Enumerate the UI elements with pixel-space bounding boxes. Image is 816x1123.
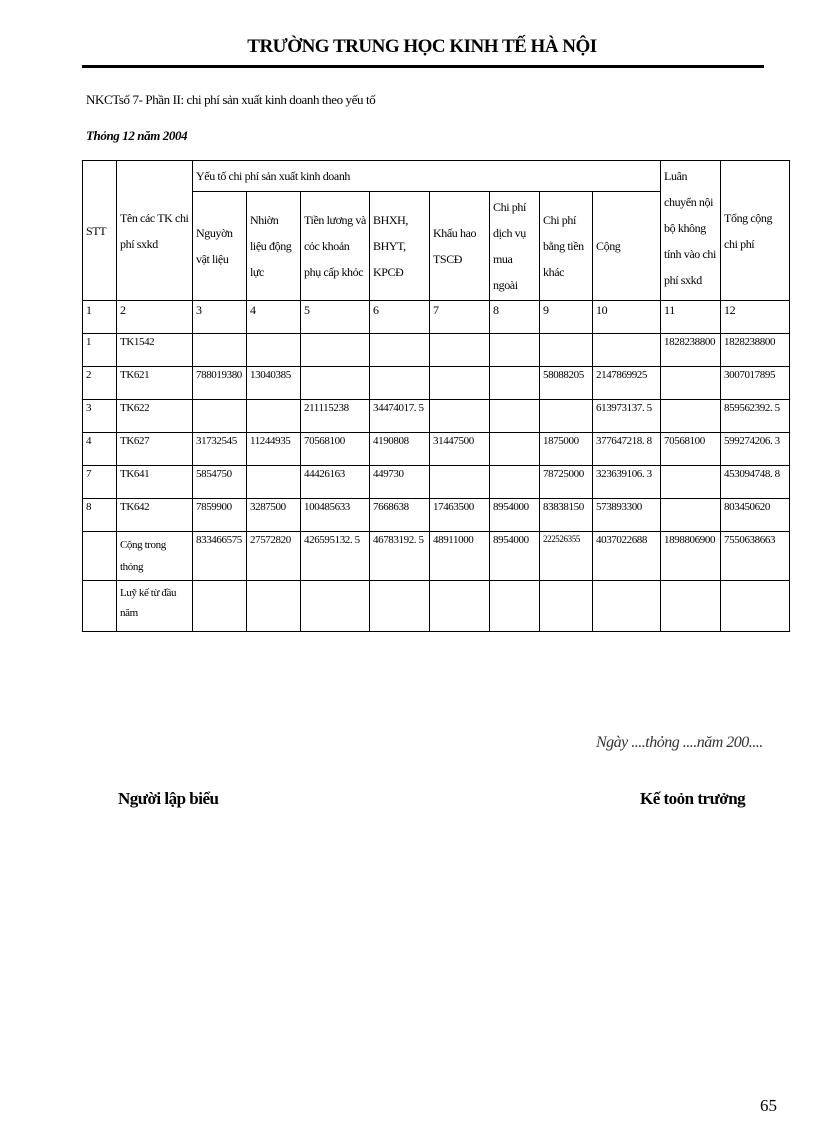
cell-internal-transfer: 1828238800 — [661, 334, 721, 367]
column-number: 11 — [661, 301, 721, 334]
total-label: Cộng trong thỏng — [117, 532, 193, 581]
column-number: 4 — [247, 301, 301, 334]
header-internal-transfer: Luân chuyển nội bộ không tính vào chi phí sxkd — [661, 161, 721, 301]
cell-grand-total: 453094748. 8 — [721, 466, 790, 499]
header-raw-materials: Nguyờn vật liệu — [193, 192, 247, 301]
cell-internal-transfer — [661, 499, 721, 532]
page-number: 65 — [760, 1096, 777, 1115]
cell-internal-transfer — [661, 466, 721, 499]
total-wages: 426595132. 5 — [301, 532, 370, 581]
cell-wages: 44426163 — [301, 466, 370, 499]
cell-fuel: 11244935 — [247, 433, 301, 466]
cumulative-cell — [370, 581, 430, 632]
cell-outsourced — [490, 400, 540, 433]
cell-raw-materials: 7859900 — [193, 499, 247, 532]
row-stt: 4 — [83, 433, 117, 466]
column-number: 9 — [540, 301, 593, 334]
column-number: 8 — [490, 301, 540, 334]
page-header: TRƯỜNG TRUNG HỌC KINH TẾ HÀ NỘI — [247, 36, 597, 57]
row-stt: 1 — [83, 334, 117, 367]
total-subtotal: 4037022688 — [593, 532, 661, 581]
cumulative-cell — [247, 581, 301, 632]
cell-fuel — [247, 400, 301, 433]
cell-other-cash — [540, 400, 593, 433]
cumulative-cell — [490, 581, 540, 632]
column-number: 5 — [301, 301, 370, 334]
column-number: 10 — [593, 301, 661, 334]
total-raw-materials: 833466575 — [193, 532, 247, 581]
cell-raw-materials: 788019380 — [193, 367, 247, 400]
chief-accountant-signature-label: Kế toỏn trưởng — [640, 789, 746, 808]
cell-depreciation — [430, 466, 490, 499]
cell-grand-total: 1828238800 — [721, 334, 790, 367]
cost-table — [82, 160, 790, 632]
header-depreciation: Khấu hao TSCĐ — [430, 192, 490, 301]
cell-outsourced — [490, 334, 540, 367]
row-stt: 2 — [83, 367, 117, 400]
cumulative-cell — [540, 581, 593, 632]
cell-fuel: 13040385 — [247, 367, 301, 400]
total-insurance: 46783192. 5 — [370, 532, 430, 581]
cell-grand-total: 803450620 — [721, 499, 790, 532]
report-period: Thỏng 12 năm 2004 — [86, 128, 188, 143]
cell-depreciation — [430, 367, 490, 400]
row-stt: 8 — [83, 499, 117, 532]
cumulative-stt — [83, 581, 117, 632]
total-row — [83, 532, 790, 581]
cell-outsourced — [490, 466, 540, 499]
header-rule — [82, 65, 764, 68]
cell-other-cash: 83838150 — [540, 499, 593, 532]
cumulative-cell — [301, 581, 370, 632]
row-account: TK621 — [117, 367, 193, 400]
header-subtotal: Cộng — [593, 192, 661, 301]
cell-fuel — [247, 466, 301, 499]
cell-raw-materials — [193, 400, 247, 433]
cell-other-cash: 58088205 — [540, 367, 593, 400]
cell-subtotal — [593, 334, 661, 367]
cell-outsourced — [490, 367, 540, 400]
table-header-row — [83, 161, 790, 192]
table-row — [83, 466, 790, 499]
row-account: TK622 — [117, 400, 193, 433]
cell-subtotal: 323639106. 3 — [593, 466, 661, 499]
cell-internal-transfer: 70568100 — [661, 433, 721, 466]
cell-raw-materials — [193, 334, 247, 367]
table-row — [83, 400, 790, 433]
cell-insurance: 34474017. 5 — [370, 400, 430, 433]
date-line: Ngày ....thỏng ....năm 200.... — [596, 734, 763, 751]
cell-outsourced — [490, 433, 540, 466]
column-number: 7 — [430, 301, 490, 334]
header-group: Yếu tố chi phí sản xuất kinh doanh — [193, 161, 661, 192]
header-account-name: Tên các TK chi phí sxkd — [117, 161, 193, 301]
row-stt: 3 — [83, 400, 117, 433]
header-stt: STT — [83, 161, 117, 301]
row-account: TK1542 — [117, 334, 193, 367]
row-account: TK627 — [117, 433, 193, 466]
cell-subtotal: 2147869925 — [593, 367, 661, 400]
preparer-signature-label: Người lập biểu — [118, 789, 219, 808]
cell-internal-transfer — [661, 400, 721, 433]
column-number: 6 — [370, 301, 430, 334]
table-row — [83, 433, 790, 466]
column-number: 2 — [117, 301, 193, 334]
cell-fuel: 3287500 — [247, 499, 301, 532]
total-other-cash: 222526355 — [540, 532, 593, 581]
cell-grand-total: 3007017895 — [721, 367, 790, 400]
cell-fuel — [247, 334, 301, 367]
cell-other-cash: 78725000 — [540, 466, 593, 499]
cell-insurance: 4190808 — [370, 433, 430, 466]
total-fuel: 27572820 — [247, 532, 301, 581]
cell-grand-total: 599274206. 3 — [721, 433, 790, 466]
cell-insurance — [370, 367, 430, 400]
cell-insurance: 449730 — [370, 466, 430, 499]
total-outsourced: 8954000 — [490, 532, 540, 581]
total-grand-total: 7550638663 — [721, 532, 790, 581]
cell-depreciation: 17463500 — [430, 499, 490, 532]
header-other-cash: Chi phí bằng tiền khác — [540, 192, 593, 301]
cell-subtotal: 377647218. 8 — [593, 433, 661, 466]
header-outsourced: Chi phí dịch vụ mua ngoài — [490, 192, 540, 301]
cell-raw-materials: 31732545 — [193, 433, 247, 466]
table-row — [83, 499, 790, 532]
cell-wages: 211115238 — [301, 400, 370, 433]
cell-internal-transfer — [661, 367, 721, 400]
cell-raw-materials: 5854750 — [193, 466, 247, 499]
total-internal-transfer: 1898806900 — [661, 532, 721, 581]
cumulative-cell — [593, 581, 661, 632]
table-row — [83, 367, 790, 400]
header-wages: Tiền lương và cỏc khoản phụ cấp khỏc — [301, 192, 370, 301]
cumulative-label: Luỹ kế từ đầu năm — [117, 581, 193, 632]
cell-wages: 70568100 — [301, 433, 370, 466]
column-number-row — [83, 301, 790, 334]
column-number: 1 — [83, 301, 117, 334]
cell-depreciation: 31447500 — [430, 433, 490, 466]
cell-subtotal: 613973137. 5 — [593, 400, 661, 433]
cumulative-row — [83, 581, 790, 632]
cell-other-cash — [540, 334, 593, 367]
row-stt: 7 — [83, 466, 117, 499]
cell-depreciation — [430, 334, 490, 367]
cumulative-cell — [193, 581, 247, 632]
cell-wages — [301, 334, 370, 367]
cumulative-cell — [721, 581, 790, 632]
cell-grand-total: 859562392. 5 — [721, 400, 790, 433]
column-number: 3 — [193, 301, 247, 334]
column-number: 12 — [721, 301, 790, 334]
cumulative-cell — [430, 581, 490, 632]
cell-subtotal: 573893300 — [593, 499, 661, 532]
cell-depreciation — [430, 400, 490, 433]
cell-wages — [301, 367, 370, 400]
header-grand-total: Tổng cộng chi phí — [721, 161, 790, 301]
header-fuel: Nhiờn liệu động lực — [247, 192, 301, 301]
total-stt — [83, 532, 117, 581]
row-account: TK641 — [117, 466, 193, 499]
row-account: TK642 — [117, 499, 193, 532]
cell-insurance — [370, 334, 430, 367]
table-row — [83, 334, 790, 367]
document-subtitle: NKCTsố 7- Phần II: chi phí sản xuất kinh doanh theo yếu tố — [86, 92, 376, 107]
cumulative-cell — [661, 581, 721, 632]
header-insurance: BHXH, BHYT, KPCĐ — [370, 192, 430, 301]
cell-insurance: 7668638 — [370, 499, 430, 532]
cell-other-cash: 1875000 — [540, 433, 593, 466]
cell-outsourced: 8954000 — [490, 499, 540, 532]
cell-wages: 100485633 — [301, 499, 370, 532]
total-depreciation: 48911000 — [430, 532, 490, 581]
